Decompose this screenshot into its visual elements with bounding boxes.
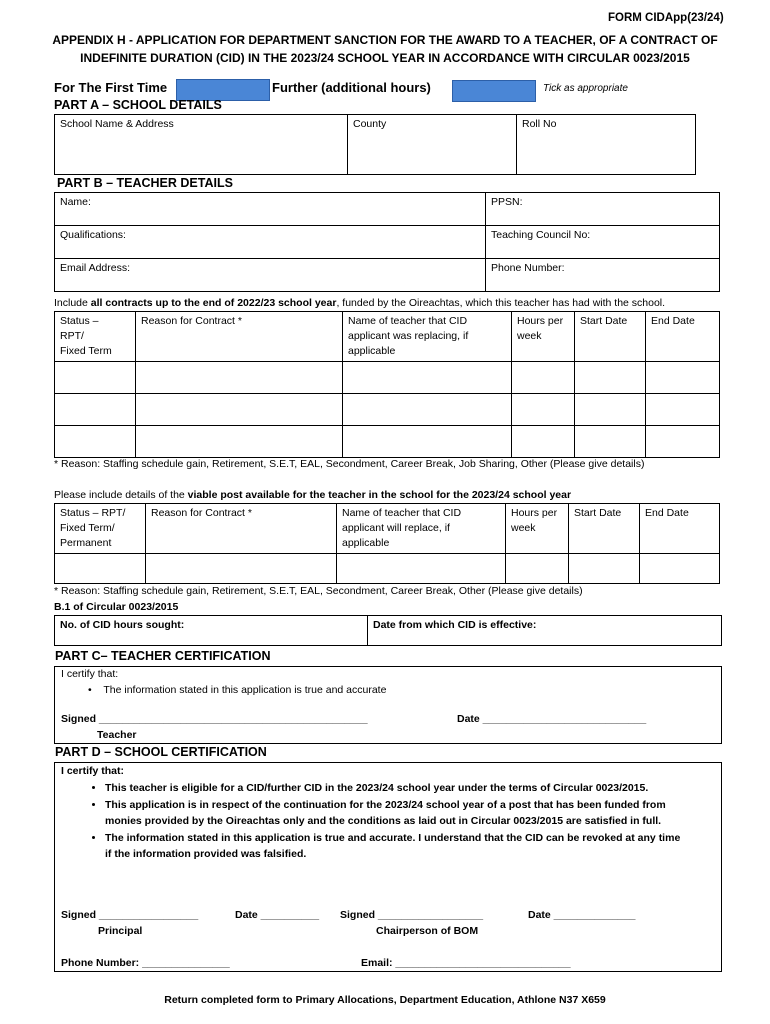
school-details-table [54,114,696,175]
cid-hours-field[interactable]: No. of CID hours sought: [55,616,368,646]
teaching-council-field[interactable]: Teaching Council No: [486,226,720,259]
qualifications-field[interactable]: Qualifications: [55,226,486,259]
teacher-details-table [54,192,720,292]
reason-note-1: * Reason: Staffing schedule gain, Retirement, S.E.T, EAL, Secondment, Career Break, Job Sharing, Other (Please give details) [54,458,645,470]
col-start-date: Start Date [575,312,646,362]
b1-circular-label: B.1 of Circular 0023/2015 [54,601,179,613]
col-hours: Hours per week [506,504,569,554]
part-b-heading: PART B – TEACHER DETAILS [57,176,233,190]
part-d-bullets [61,780,681,863]
chair-label: Chairperson of BOM [376,925,479,937]
return-instructions: Return completed form to Primary Allocations, Department Education, Athlone N37 X659 [164,994,606,1006]
viable-post-intro: Please include details of the viable post available for the teacher in the school for the 2023/24 school year [54,489,572,501]
col-status: Status – RPT/ Fixed Term/ Permanent [55,504,146,554]
table-row[interactable] [55,394,720,426]
teacher-certification-box [54,666,722,744]
col-end-date: End Date [640,504,720,554]
teacher-name-field[interactable]: Name: [55,193,486,226]
tick-note: Tick as appropriate [543,83,628,94]
list-item: • This application is in respect of the continuation for the 2023/24 school year of a post that has been funded from monies provided by the Oireachtas only and the conditions as laid out in Circular 0023/2015 are satisfied in full. [105,797,681,829]
list-item: • The information stated in this application is true and accurate. I understand that the CID can be revoked at any time if the information provided was falsified. [105,830,681,862]
previous-contracts-table [54,311,720,458]
col-status: Status – RPT/ Fixed Term [55,312,136,362]
col-hours: Hours per week [512,312,575,362]
roll-no-cell[interactable]: Roll No [517,115,696,175]
cid-effective-date-field[interactable]: Date from which CID is effective: [368,616,722,646]
further-hours-checkbox[interactable] [452,80,536,102]
col-replaced-teacher: Name of teacher that CID applicant was replacing, if applicable [343,312,512,362]
part-c-certify: I certify that: [61,668,119,680]
form-title-line2: INDEFINITE DURATION (CID) IN THE 2023/24 SCHOOL YEAR IN ACCORDANCE WITH CIRCULAR 0023/2015 [80,51,690,65]
part-a-heading: PART A – SCHOOL DETAILS [54,98,222,112]
part-d-heading: PART D – SCHOOL CERTIFICATION [55,745,267,759]
table-row[interactable] [55,362,720,394]
part-d-certify: I certify that: [61,765,125,777]
table-row[interactable] [55,554,720,584]
further-hours-label: Further (additional hours) [272,80,431,95]
school-name-address-cell[interactable]: School Name & Address [55,115,348,175]
first-time-label: For The First Time [54,80,168,95]
reason-note-2: * Reason: Staffing schedule gain, Retirement, S.E.T, EAL, Secondment, Career Break, Other (Please give details) [54,585,583,597]
col-end-date: End Date [646,312,720,362]
teacher-date-line[interactable]: Date ____________________________ [457,713,647,725]
county-cell[interactable]: County [348,115,517,175]
table-row[interactable] [55,426,720,458]
teacher-label: Teacher [97,729,137,741]
ppsn-field[interactable]: PPSN: [486,193,720,226]
email-field[interactable]: Email Address: [55,259,486,292]
viable-post-table [54,503,720,584]
list-item: • This teacher is eligible for a CID/further CID in the 2023/24 school year under the terms of Circular 0023/2015. [105,780,681,796]
col-replace-teacher: Name of teacher that CID applicant will replace, if applicable [337,504,506,554]
col-start-date: Start Date [569,504,640,554]
principal-date-line[interactable]: Date __________ [235,909,320,921]
col-reason: Reason for Contract * [146,504,337,554]
part-c-heading: PART C– TEACHER CERTIFICATION [55,649,271,663]
teacher-signature-line[interactable]: Signed ______________________________________________ [61,713,368,725]
part-c-bullet: • The information stated in this application is true and accurate [88,684,387,696]
form-code: FORM CIDApp(23/24) [608,12,724,24]
school-phone-line[interactable]: Phone Number: _______________ [61,957,230,969]
principal-label: Principal [98,925,143,937]
phone-field[interactable]: Phone Number: [486,259,720,292]
chair-date-line[interactable]: Date ______________ [528,909,636,921]
cid-table [54,615,722,646]
principal-signature-line[interactable]: Signed _________________ [61,909,199,921]
form-title-line1: APPENDIX H - APPLICATION FOR DEPARTMENT SANCTION FOR THE AWARD TO A TEACHER, OF A CONTRACT OF [52,33,718,47]
col-reason: Reason for Contract * [136,312,343,362]
contracts-intro: Include all contracts up to the end of 2022/23 school year, funded by the Oireachtas, which this teacher has had with the school. [54,297,666,309]
school-email-line[interactable]: Email: ______________________________ [361,957,571,969]
chair-signature-line[interactable]: Signed __________________ [340,909,484,921]
